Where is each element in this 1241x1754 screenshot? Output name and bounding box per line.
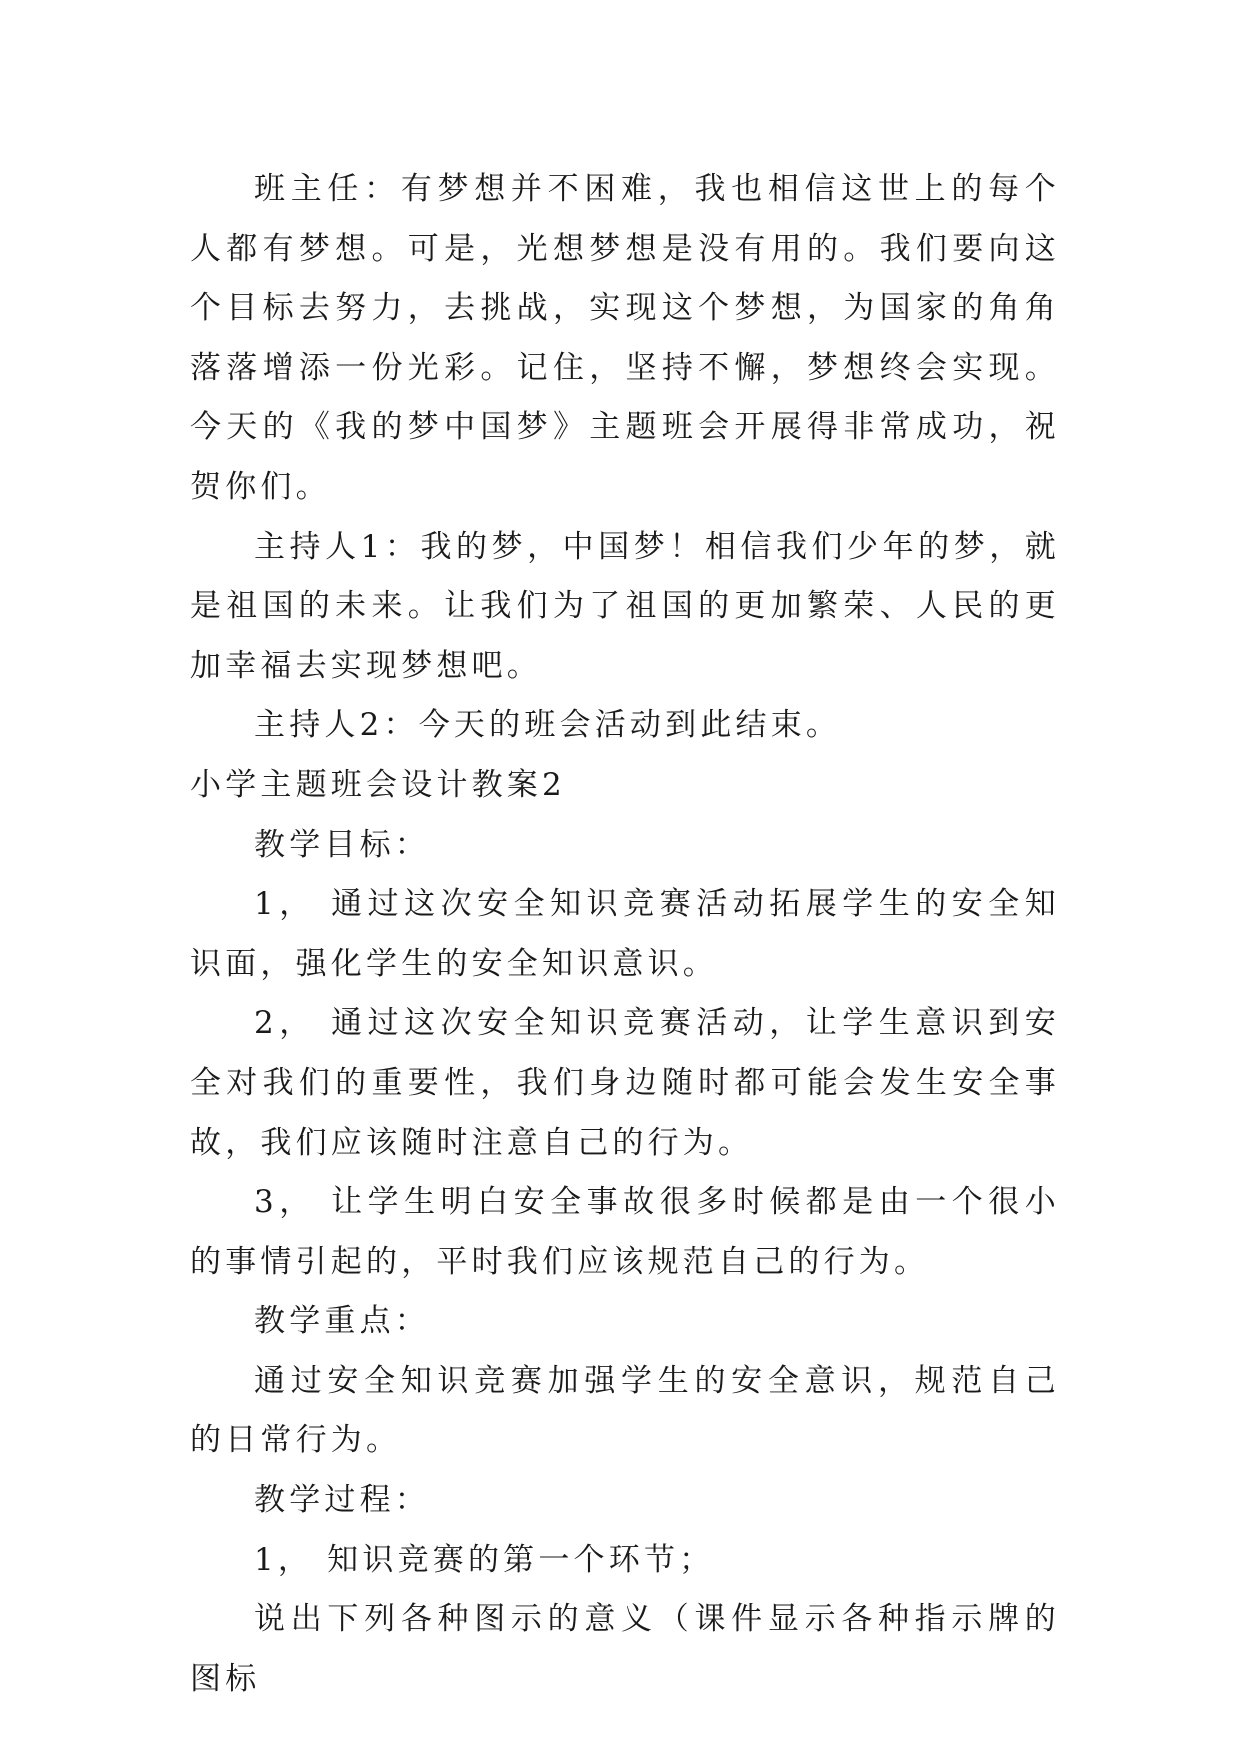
paragraph-process-detail: 说出下列各种图示的意义（课件显示各种指示牌的图标 — [190, 1601, 1060, 1697]
paragraph-focus: 通过安全知识竞赛加强学生的安全意识，规范自己的日常行为。 — [190, 1362, 1060, 1459]
paragraph-focus-label: 教学重点： — [254, 1303, 430, 1340]
paragraph-goal-3: 3， 让学生明白安全事故很多时候都是由一个很小的事情引起的，平时我们应该规范自己的行为。 — [190, 1184, 1060, 1280]
paragraph-goals-label: 教学目标： — [254, 826, 430, 863]
paragraph-goal-1: 1， 通过这次安全知识竞赛活动拓展学生的安全知识面，强化学生的安全知识意识。 — [190, 886, 1060, 982]
document-body — [190, 160, 1060, 1709]
section-heading: 小学主题班会设计教案2 — [190, 766, 566, 803]
paragraph-goal-2: 2， 通过这次安全知识竞赛活动，让学生意识到安全对我们的重要性，我们身边随时都可能会发生安全事故，我们应该随时注意自己的行为。 — [190, 1005, 1060, 1161]
paragraph-teacher-closing: 班主任：有梦想并不困难，我也相信这世上的每个人都有梦想。可是，光想梦想是没有用的。我们要向这个目标去努力，去挑战，实现这个梦想，为国家的角角落落增添一份光彩。记住，坚持不懈，梦想终会实现。今天的《我的梦中国梦》主题班会开展得非常成功，祝贺你们。 — [190, 171, 1060, 505]
paragraph-host2: 主持人2：今天的班会活动到此结束。 — [254, 707, 842, 744]
paragraph-process-label: 教学过程： — [254, 1482, 430, 1519]
paragraph-host1: 主持人1：我的梦，中国梦！相信我们少年的梦，就是祖国的未来。让我们为了祖国的更加繁荣、人民的更加幸福去实现梦想吧。 — [190, 528, 1060, 684]
paragraph-process-step-1: 1， 知识竞赛的第一个环节； — [254, 1541, 715, 1578]
